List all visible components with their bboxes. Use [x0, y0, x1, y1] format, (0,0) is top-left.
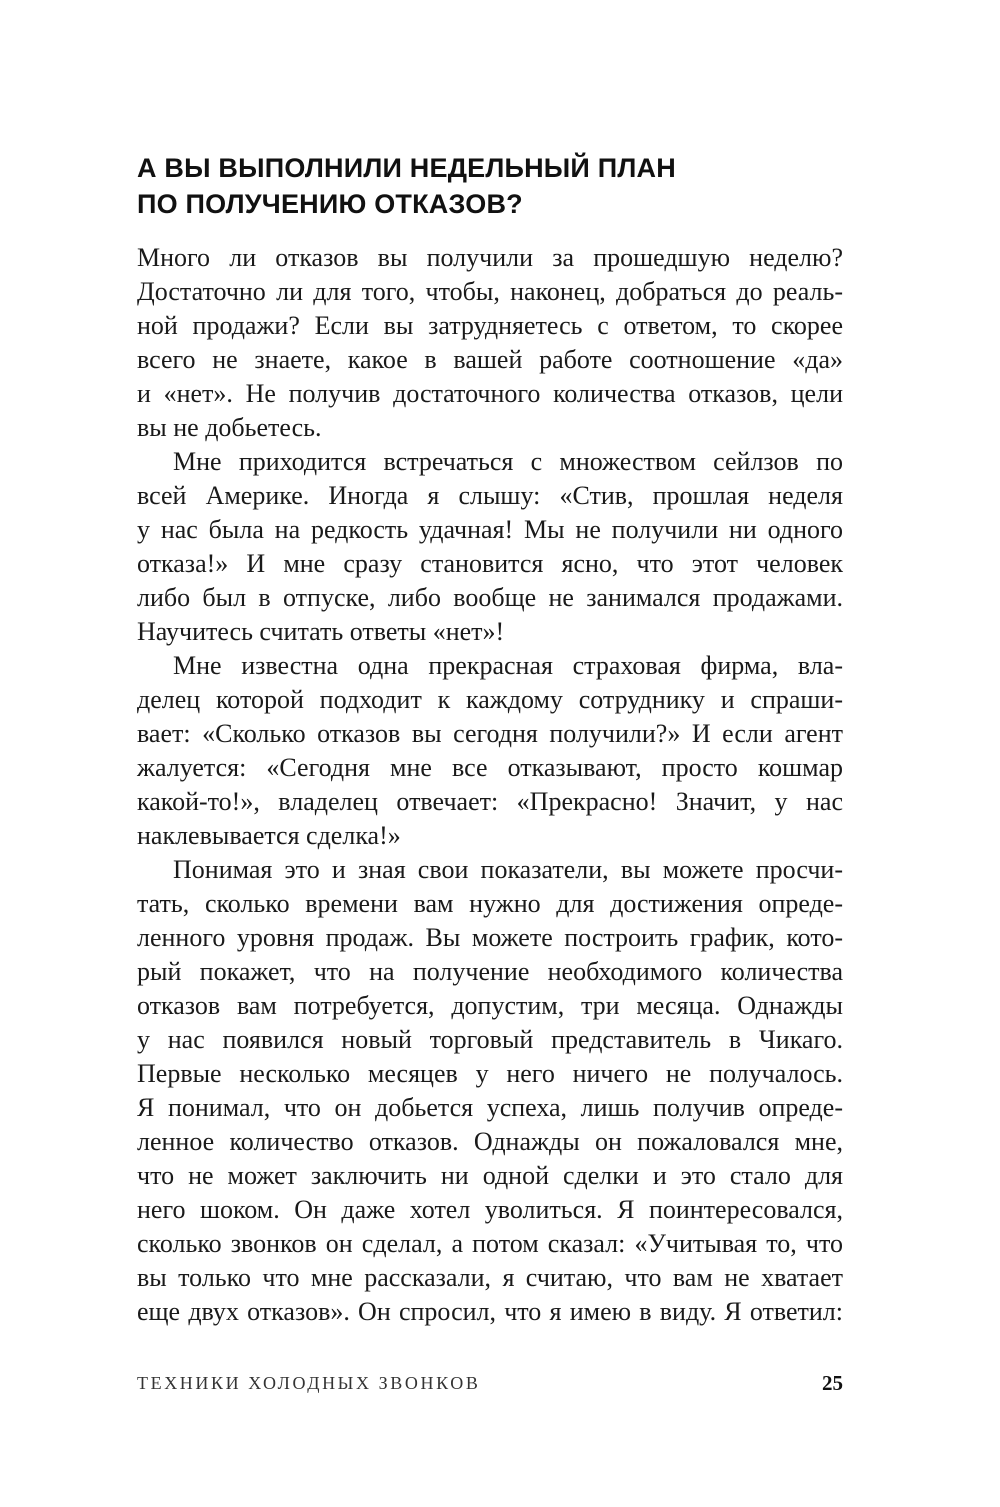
text-line: еще двух отказов». Он спросил, что я имею в виду. Я ответил:: [137, 1297, 843, 1326]
text-line: Мне приходится встречаться с множеством сейлзов по: [173, 447, 843, 476]
running-head: ТЕХНИКИ ХОЛОДНЫХ ЗВОНКОВ: [137, 1373, 481, 1393]
text-line: Научитесь считать ответы «нет»!: [137, 617, 505, 646]
text-line: Первые несколько месяцев у него ничего не получалось.: [137, 1059, 843, 1088]
text-line: какой-то!», владелец отвечает: «Прекрасно! Значит, у нас: [137, 787, 843, 816]
text-line: и «нет». Не получив достаточного количества отказов, цели: [137, 379, 843, 408]
text-line: ной продажи? Если вы затрудняетесь с ответом, то скорее: [137, 311, 843, 340]
text-line: ленное количество отказов. Однажды он пожаловался мне,: [137, 1127, 843, 1156]
text-line: Достаточно ли для того, чтобы, наконец, добраться до реаль-: [137, 277, 843, 306]
text-line: наклевывается сделка!»: [137, 821, 401, 850]
text-line: ленного уровня продаж. Вы можете построить график, кото-: [137, 923, 843, 952]
text-line: отказа!» И мне сразу становится ясно, что этот человек: [137, 549, 843, 578]
text-line: тать, сколько времени вам нужно для достижения опреде-: [137, 889, 843, 918]
text-line: либо был в отпуске, либо вообще не занимался продажами.: [137, 583, 843, 612]
text-line: что не может заключить ни одной сделки и это стало для: [137, 1161, 843, 1190]
text-line: жалуется: «Сегодня мне все отказывают, просто кошмар: [137, 753, 843, 782]
text-line: у нас появился новый торговый представитель в Чикаго.: [137, 1025, 843, 1054]
body-text: [137, 241, 843, 1329]
page-footer: [137, 1373, 843, 1403]
text-line: Мне известна одна прекрасная страховая фирма, вла-: [173, 651, 843, 680]
text-line: Много ли отказов вы получили за прошедшую неделю?: [137, 243, 843, 272]
text-line: вает: «Сколько отказов вы сегодня получили?» И если агент: [137, 719, 843, 748]
heading-line: ПО ПОЛУЧЕНИЮ ОТКАЗОВ?: [137, 189, 523, 219]
page-number: 25: [822, 1371, 843, 1395]
heading-line: А ВЫ ВЫПОЛНИЛИ НЕДЕЛЬНЫЙ ПЛАН: [137, 153, 676, 183]
text-line: отказов вам потребуется, допустим, три месяца. Однажды: [137, 991, 843, 1020]
text-line: всего не знаете, какое в вашей работе соотношение «да»: [137, 345, 843, 374]
text-line: него шоком. Он даже хотел уволиться. Я поинтересовался,: [137, 1195, 843, 1224]
text-line: Я понимал, что он добьется успеха, лишь получив опреде-: [137, 1093, 843, 1122]
text-line: делец которой подходит к каждому сотруднику и спраши-: [137, 685, 843, 714]
text-line: у нас была на редкость удачная! Мы не получили ни одного: [137, 515, 843, 544]
section-heading: [137, 150, 857, 222]
text-line: вы не добьетесь.: [137, 413, 322, 442]
text-line: сколько звонков он сделал, а потом сказал: «Учитывая то, что: [137, 1229, 843, 1258]
text-line: вы только что мне рассказали, я считаю, что вам не хватает: [137, 1263, 843, 1292]
text-line: Понимая это и зная свои показатели, вы можете просчи-: [173, 855, 843, 884]
text-line: всей Америке. Иногда я слышу: «Стив, прошлая неделя: [137, 481, 843, 510]
text-line: рый покажет, что на получение необходимого количества: [137, 957, 843, 986]
